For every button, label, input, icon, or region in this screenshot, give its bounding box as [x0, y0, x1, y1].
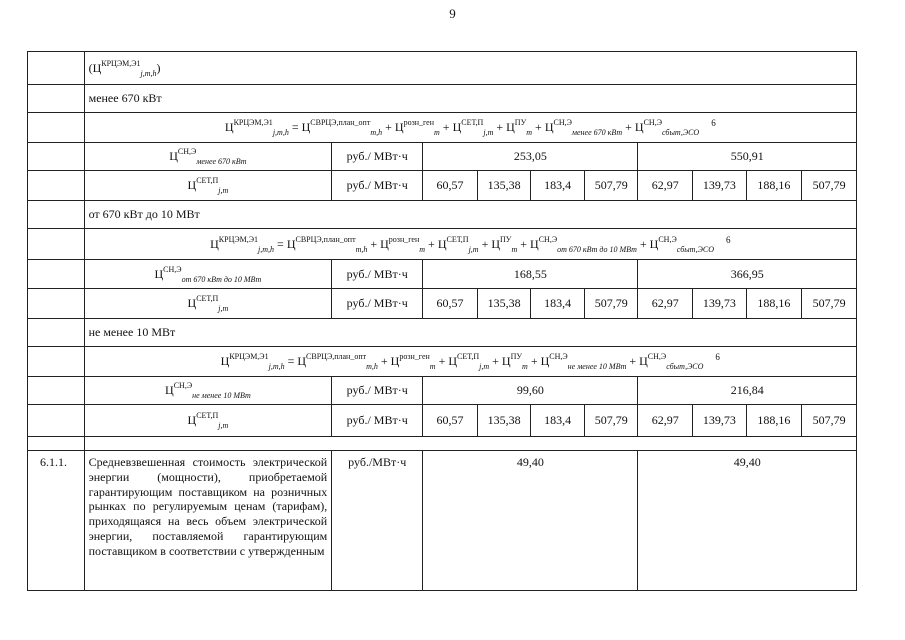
group-heading: менее 670 кВт [84, 85, 856, 113]
section-number: 6.1.1. [28, 451, 85, 591]
formula-term: $Ц^{ПУ}_m$ [491, 234, 518, 254]
page-number: 9 [449, 6, 456, 21]
value-cell: 507,79 [802, 171, 857, 201]
footnote-mark: 6 [725, 234, 731, 245]
formula-term: $Ц^{розн\_ген}_m$ [390, 352, 436, 371]
table-row [28, 171, 857, 201]
blank-cell [28, 437, 85, 451]
value-cell: 135,38 [477, 289, 531, 319]
table-row [28, 405, 857, 437]
sn-symbol-text: $Ц^{СН,Э}_{не менее 10 МВт}$ [165, 381, 251, 400]
table-row [28, 113, 857, 143]
sn-symbol [84, 377, 332, 405]
blank-cell [28, 289, 85, 319]
value-cell: 507,79 [584, 171, 638, 201]
value-cell: 550,91 [638, 143, 857, 171]
formula-term: $Ц^{СЕТ,П}_{j,m}$ [452, 118, 494, 137]
formula-term: $Ц^{СН,Э}_{менее 670 кВт}$ [544, 118, 623, 137]
formula-lhs: $Ц^{КРЦЭМ,Э1}_{j,m,h}$ [210, 234, 275, 254]
value-cell: 188,16 [746, 405, 802, 437]
sn-symbol-text: $Ц^{СН,Э}_{менее 670 кВт}$ [169, 147, 247, 166]
table-row [28, 52, 857, 85]
formula-term: $Ц^{СЕТ,П}_{j,m}$ [448, 352, 490, 371]
value-cell: 183,4 [531, 405, 585, 437]
group-heading: не менее 10 МВт [84, 319, 856, 347]
formula-term: $Ц^{ПУ}_m$ [501, 352, 528, 371]
value-cell: 62,97 [638, 405, 693, 437]
formula: $Ц^{КРЦЭМ,Э1}_{j,m,h} = Ц^{СВРЦЭ,план\_опт}_{m,h} + Ц^{розн\_ген}_m + Ц^{СЕТ,П}_{j,m} + Ц^{ПУ}_m + Ц^{СН,Э}_{не менее 10 МВт} + Ц^{СН,Э}_{сбыт,ЭСО}^6$ [84, 347, 856, 377]
blank-cell [28, 347, 85, 377]
blank-cell [28, 229, 85, 260]
top-symbol: $(Ц^{КРЦЭМ,Э1}_{j,m,h})$ [88, 58, 161, 78]
blank-cell [28, 52, 85, 85]
value-cell: 60,57 [423, 171, 478, 201]
value-cell: 507,79 [802, 289, 857, 319]
value-cell: 62,97 [638, 289, 693, 319]
blank-cell [28, 377, 85, 405]
sn-symbol-text: $Ц^{СН,Э}_{от 670 кВт до 10 МВт}$ [154, 264, 262, 284]
value-cell: 216,84 [638, 377, 857, 405]
sn-symbol [84, 260, 332, 289]
table-row [28, 437, 857, 451]
unit-cell: руб./ МВт·ч [332, 143, 423, 171]
formula-term: $Ц^{ПУ}_m$ [506, 118, 533, 137]
set-symbol-text: $Ц^{СЕТ,П}_{j,m}$ [187, 411, 229, 430]
formula-term: $Ц^{СЕТ,П}_{j,m}$ [437, 234, 479, 254]
value-cell: 507,79 [584, 289, 638, 319]
table-row [28, 347, 857, 377]
blank-cell [28, 405, 85, 437]
formula-term: $Ц^{СВРЦЭ,план\_опт}_{m,h}$ [286, 234, 368, 254]
set-symbol-text: $Ц^{СЕТ,П}_{j,m}$ [187, 294, 229, 313]
table-row [28, 377, 857, 405]
table-row [28, 289, 857, 319]
table-row [28, 143, 857, 171]
formula-term: $Ц^{СН,Э}_{сбыт,ЭСО}$ [634, 118, 700, 137]
value-cell: 139,73 [693, 405, 747, 437]
value-cell: 253,05 [423, 143, 638, 171]
sn-symbol [84, 143, 332, 171]
set-symbol [84, 405, 332, 437]
formula-term: $Ц^{СН,Э}_{не менее 10 МВт}$ [540, 352, 627, 371]
formula-term: $Ц^{СН,Э}_{от 670 кВт до 10 МВт}$ [530, 234, 637, 254]
formula: $Ц^{КРЦЭМ,Э1}_{j,m,h} = Ц^{СВРЦЭ,план\_опт}_{m,h} + Ц^{розн\_ген}_m + Ц^{СЕТ,П}_{j,m} + Ц^{ПУ}_m + Ц^{СН,Э}_{менее 670 кВт} + Ц^{СН,Э}_{сбыт,ЭСО}^6$ [84, 113, 856, 143]
formula-term: $Ц^{розн\_ген}_m$ [394, 118, 440, 137]
value-cell: 62,97 [638, 171, 693, 201]
value-cell: 188,16 [746, 171, 802, 201]
blank-cell [28, 85, 85, 113]
unit-cell: руб./ МВт·ч [332, 171, 423, 201]
blank-cell [84, 437, 856, 451]
value-cell: 135,38 [477, 171, 531, 201]
section-value: 49,40 [638, 451, 857, 591]
section-description: Средневзвешенная стоимость электрической энергии (мощности), приобретаемой гарантирующим поставщиком на розничных рынках по регулируемым ценам (тарифам), приходящаяся на весь объем электрической энергии, поставляемой гарантирующим поставщиком в соответствии с утвержденным [84, 451, 332, 591]
symbol-cell [84, 52, 856, 85]
value-cell: 188,16 [746, 289, 802, 319]
formula-term: $Ц^{СВРЦЭ,план\_опт}_{m,h}$ [301, 118, 383, 137]
formula-lhs: $Ц^{КРЦЭМ,Э1}_{j,m,h}$ [224, 118, 289, 137]
table-row [28, 319, 857, 347]
blank-cell [28, 171, 85, 201]
value-cell: 139,73 [693, 171, 747, 201]
tariff-table [27, 51, 857, 591]
unit-cell: руб./ МВт·ч [332, 405, 423, 437]
table-row [28, 451, 857, 591]
section-value: 49,40 [423, 451, 638, 591]
blank-cell [28, 113, 85, 143]
set-symbol [84, 289, 332, 319]
blank-cell [28, 143, 85, 171]
set-symbol-text: $Ц^{СЕТ,П}_{j,m}$ [187, 176, 229, 195]
formula-term: $Ц^{СН,Э}_{сбыт,ЭСО}$ [639, 352, 704, 371]
unit-cell: руб./ МВт·ч [332, 289, 423, 319]
value-cell: 507,79 [584, 405, 638, 437]
table-row [28, 229, 857, 260]
blank-cell [28, 201, 85, 229]
value-cell: 135,38 [477, 405, 531, 437]
value-cell: 183,4 [531, 289, 585, 319]
group-heading: от 670 кВт до 10 МВт [84, 201, 856, 229]
formula-term: $Ц^{СВРЦЭ,план\_опт}_{m,h}$ [297, 352, 378, 371]
table-row [28, 260, 857, 289]
table-row [28, 201, 857, 229]
unit-cell: руб./ МВт·ч [332, 260, 423, 289]
value-cell: 139,73 [693, 289, 747, 319]
formula-lhs: $Ц^{КРЦЭМ,Э1}_{j,m,h}$ [220, 352, 285, 371]
table-row [28, 85, 857, 113]
formula-term: $Ц^{розн\_ген}_m$ [380, 234, 426, 254]
blank-cell [28, 319, 85, 347]
value-cell: 60,57 [423, 405, 478, 437]
value-cell: 507,79 [802, 405, 857, 437]
value-cell: 183,4 [531, 171, 585, 201]
section-unit: руб./МВт·ч [332, 451, 423, 591]
value-cell: 60,57 [423, 289, 478, 319]
value-cell: 99,60 [423, 377, 638, 405]
set-symbol [84, 171, 332, 201]
value-cell: 366,95 [638, 260, 857, 289]
unit-cell: руб./ МВт·ч [332, 377, 423, 405]
footnote-mark: 6 [711, 118, 716, 128]
formula-term: $Ц^{СН,Э}_{сбыт,ЭСО}$ [649, 234, 714, 254]
value-cell: 168,55 [423, 260, 638, 289]
formula: $Ц^{КРЦЭМ,Э1}_{j,m,h} = Ц^{СВРЦЭ,план\_опт}_{m,h} + Ц^{розн\_ген}_m + Ц^{СЕТ,П}_{j,m} + Ц^{ПУ}_m + Ц^{СН,Э}_{от 670 кВт до 10 МВт} + Ц^{СН,Э}_{сбыт,ЭСО}^6$ [84, 229, 856, 260]
blank-cell [28, 260, 85, 289]
footnote-mark: 6 [715, 352, 720, 362]
